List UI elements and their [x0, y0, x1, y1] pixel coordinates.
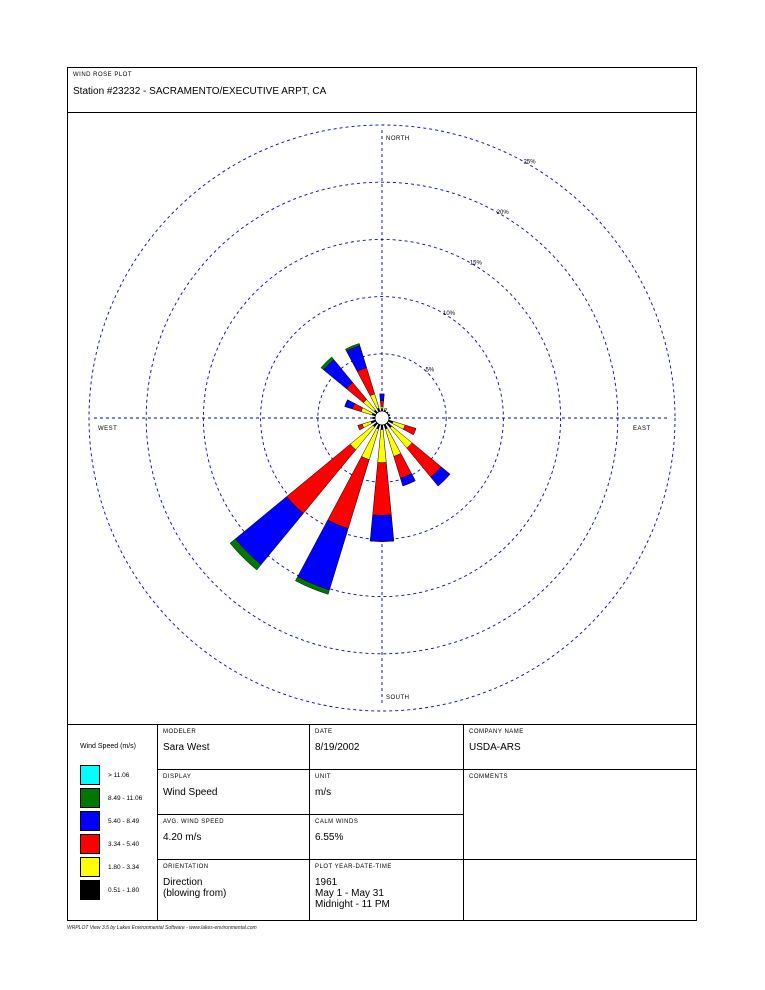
legend-swatch [80, 765, 100, 785]
display-cell [158, 769, 310, 814]
date-label: DATE [315, 729, 333, 735]
petal-n-bin-3 [380, 394, 385, 401]
plot-frame [67, 67, 697, 921]
unit-label: UNIT [315, 774, 331, 780]
wind-petals [230, 343, 450, 594]
petal-wsw-bin-1 [362, 421, 372, 427]
blank-cell [464, 859, 696, 920]
petal-se-bin-2 [407, 443, 441, 477]
avg-speed-cell [158, 814, 310, 859]
ring-label-5: 5% [425, 367, 435, 374]
petal-n-bin-2 [380, 401, 383, 407]
petal-s-bin-3 [370, 515, 394, 542]
date-cell [310, 724, 464, 769]
display-label: DISPLAY [163, 774, 192, 780]
ring-label-10: 10% [442, 310, 456, 317]
petal-ese-bin-2 [403, 425, 416, 435]
company-value: USDA-ARS [469, 742, 521, 753]
plot-type-label: WIND ROSE PLOT [73, 72, 133, 78]
software-credit: WRPLOT View 3.5 by Lakes Environmental Software - www.lakes-environmental.com [67, 925, 257, 931]
modeler-value: Sara West [163, 742, 210, 753]
legend-label: > 11.06 [108, 772, 130, 779]
legend-swatch [80, 857, 100, 877]
legend-panel [68, 724, 158, 920]
ring-label-15: 15% [469, 260, 482, 267]
west-label: WEST [98, 426, 118, 432]
legend-title: Wind Speed (m/s) [80, 743, 137, 750]
petal-ssw-bin-3 [298, 520, 349, 590]
calm-winds-cell [310, 814, 464, 859]
unit-value: m/s [315, 787, 332, 798]
north-label: NORTH [386, 136, 410, 142]
avg-speed-label: AVG. WIND SPEED [163, 819, 225, 825]
legend-label: 1.80 - 3.34 [108, 864, 140, 871]
legend-swatch [80, 788, 100, 808]
modeler-cell [158, 724, 310, 769]
comments-label: COMMENTS [469, 774, 508, 780]
company-cell [464, 724, 696, 769]
legend-label: 0.51 - 1.80 [108, 887, 140, 894]
east-label: EAST [633, 426, 651, 432]
calm-winds-value: 6.55% [315, 832, 344, 843]
company-label: COMPANY NAME [469, 729, 524, 735]
ring-label-25: 25% [523, 159, 536, 166]
petal-sse-bin-2 [394, 453, 412, 478]
display-value: Wind Speed [163, 787, 218, 798]
period-year: 1961 [315, 877, 338, 888]
orientation-value: Direction [163, 877, 203, 888]
period-dates: May 1 - May 31 [315, 888, 384, 899]
legend-label: 8.49 - 11.06 [108, 795, 143, 802]
unit-cell [310, 769, 464, 814]
ring-label-20: 20% [496, 209, 509, 216]
petal-s-bin-1 [378, 430, 387, 463]
petal-s-bin-0 [381, 425, 383, 430]
period-label: PLOT YEAR-DATE-TIME [315, 864, 392, 870]
modeler-label: MODELER [163, 729, 197, 735]
orientation-label: ORIENTATION [163, 864, 209, 870]
south-label: SOUTH [386, 695, 410, 701]
calm-circle [375, 411, 389, 425]
station-title: Station #23232 - SACRAMENTO/EXECUTIVE ARPT, CA [73, 86, 327, 97]
orientation-cell [158, 859, 310, 920]
legend-swatch [80, 834, 100, 854]
legend-label: 3.34 - 5.40 [108, 841, 140, 848]
calm-winds-label: CALM WINDS [315, 819, 359, 825]
petal-n-bin-1 [381, 406, 383, 408]
period-hours: Midnight - 11 PM [315, 899, 390, 910]
legend-swatch [80, 880, 100, 900]
legend-swatch [80, 811, 100, 831]
petal-s-bin-2 [373, 463, 392, 516]
orientation-note: (blowing from) [163, 888, 227, 899]
petal-nne-bin-1 [384, 408, 387, 411]
legend-label: 5.40 - 8.49 [108, 818, 140, 825]
date-value: 8/19/2002 [315, 742, 360, 753]
avg-speed-value: 4.20 m/s [163, 832, 202, 843]
comments-cell [464, 769, 696, 859]
period-cell [310, 859, 464, 920]
